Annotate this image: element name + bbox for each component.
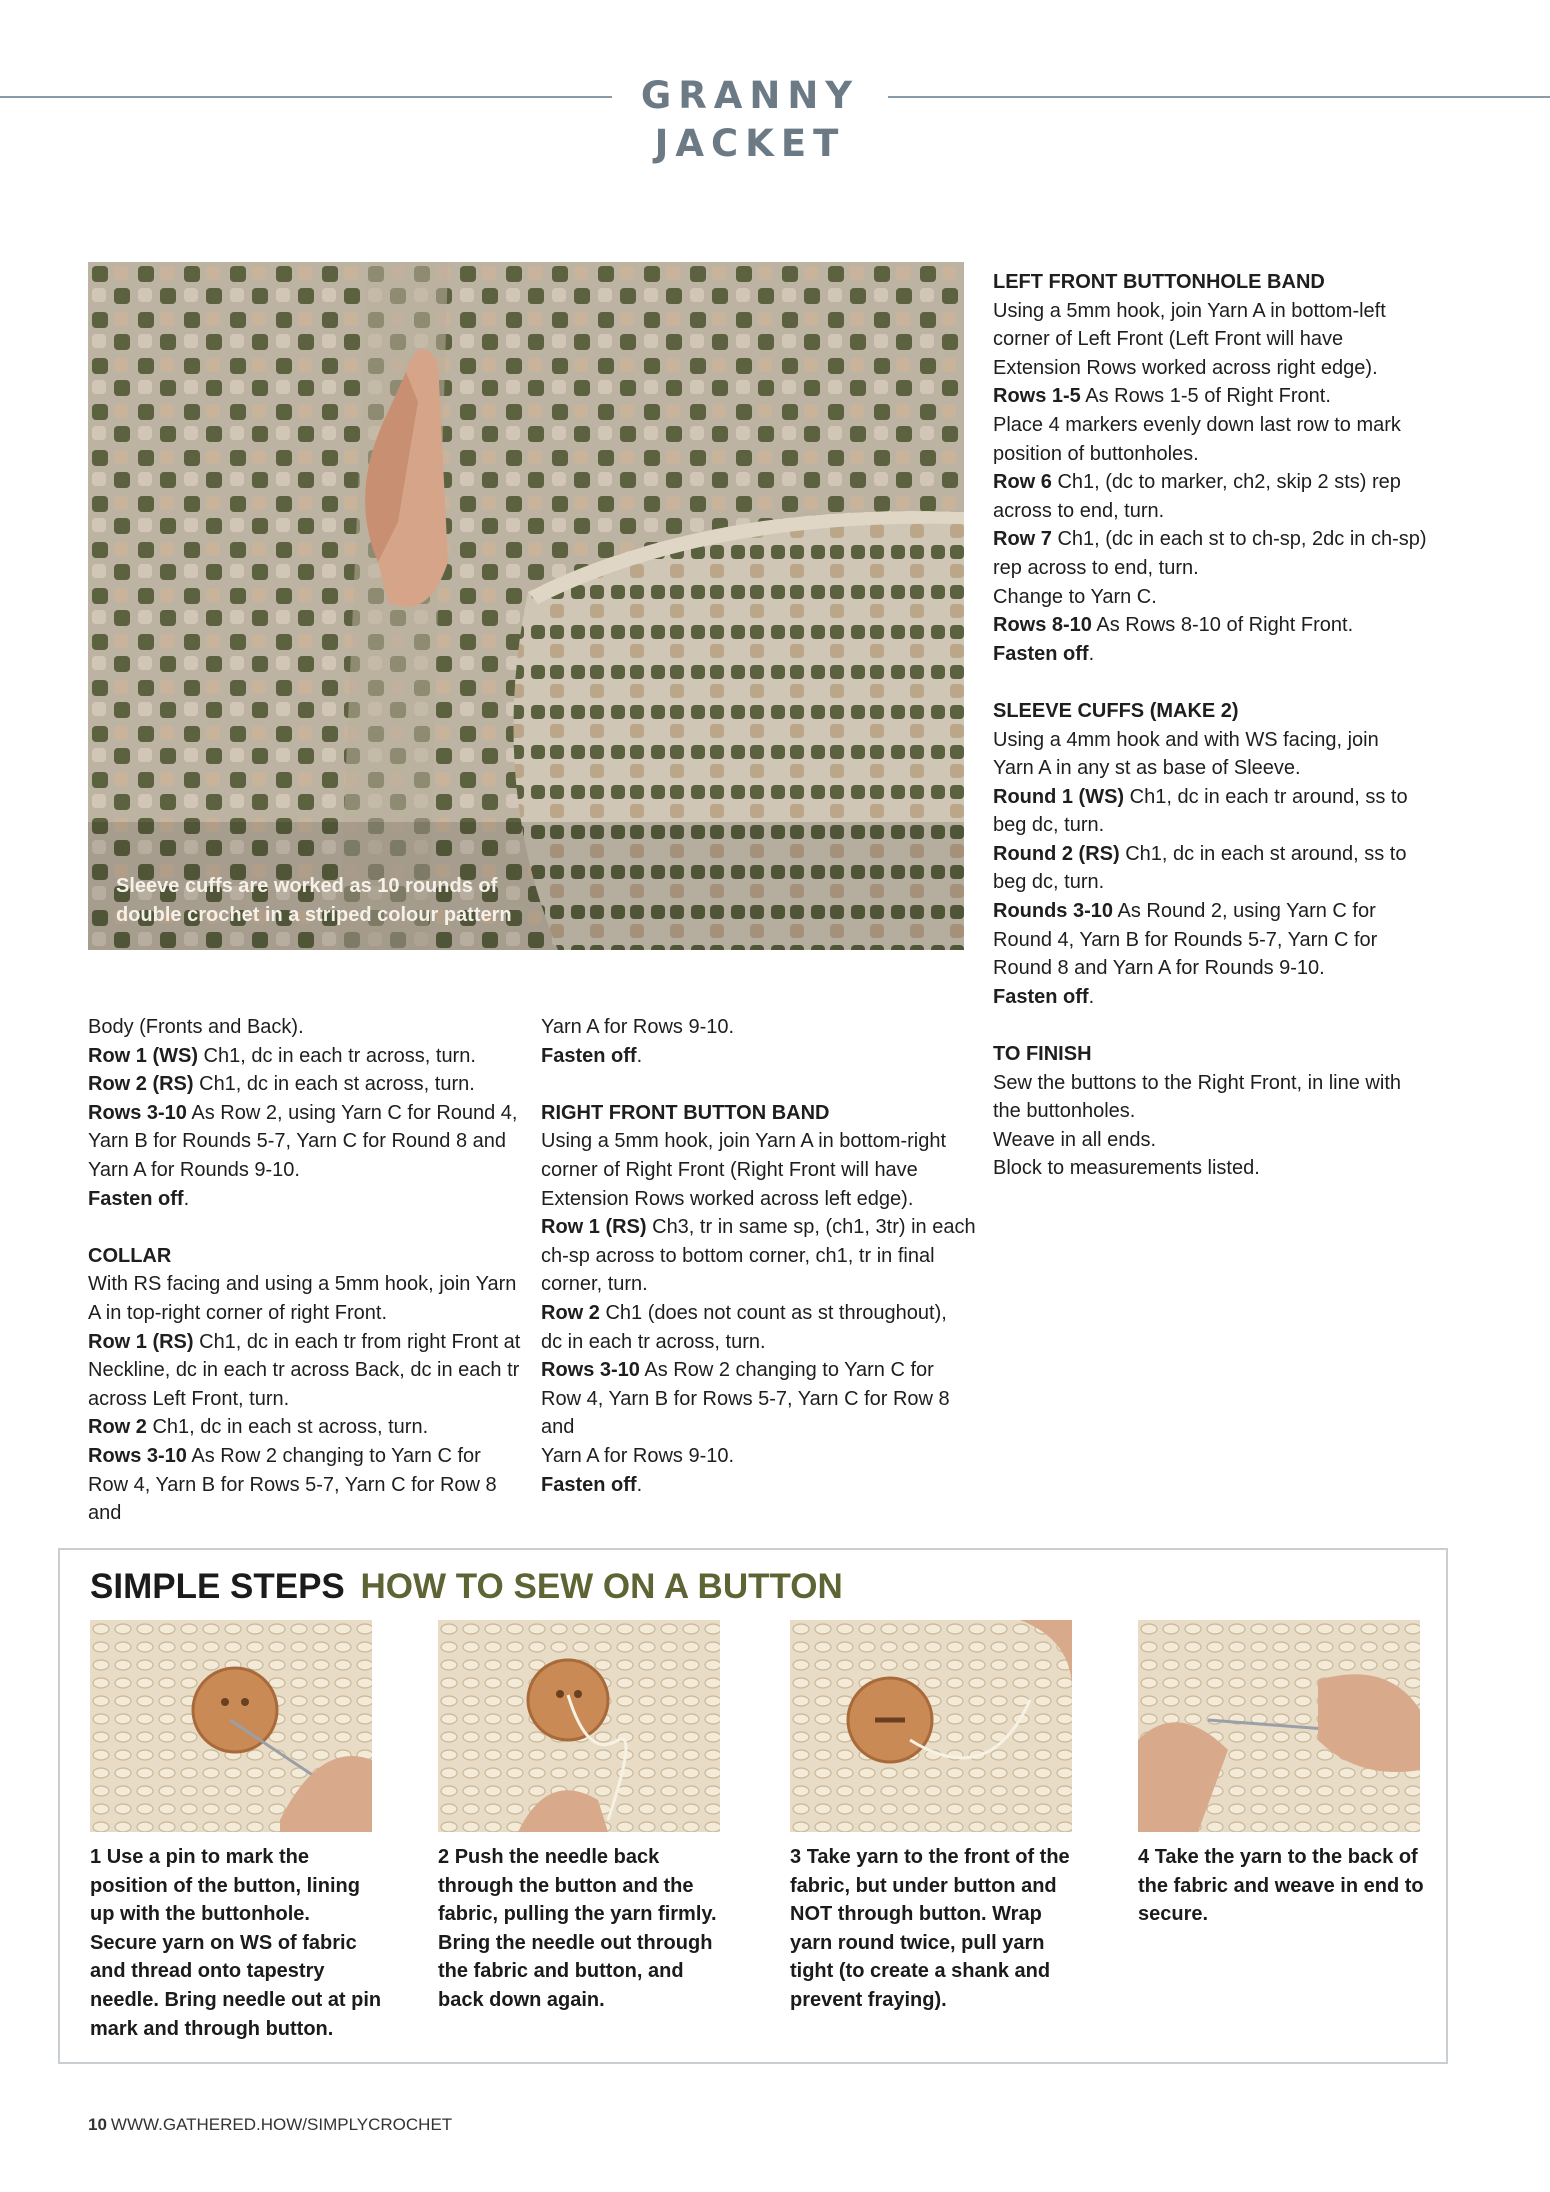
row-label: Rows 8-10 <box>993 614 1092 637</box>
header-rule-right <box>888 96 1550 98</box>
instruction-row <box>993 382 1443 411</box>
text-line: Yarn A in any st as base of Sleeve. <box>993 757 1301 780</box>
text-line: Using a 4mm hook and with WS facing, join <box>993 728 1379 751</box>
text-line: across Left Front, turn. <box>88 1387 290 1410</box>
step-line: prevent fraying). <box>790 1988 947 2011</box>
text-line: corner of Right Front (Right Front will have <box>541 1158 918 1181</box>
fasten-off: Fasten off. <box>993 642 1095 665</box>
text-line: Block to measurements listed. <box>993 1157 1260 1180</box>
text-line: Yarn B for Rounds 5-7, Yarn C for Round 8 and <box>88 1130 507 1153</box>
instruction-row <box>541 1213 981 1242</box>
photo-caption-line: double crochet in a striped colour pattern <box>116 904 512 926</box>
row-label: Row 2 <box>541 1301 600 1324</box>
row-text: Ch1, (dc to marker, ch2, skip 2 sts) rep <box>1051 471 1401 494</box>
row-text: Ch1, dc in each st around, ss to <box>1119 842 1407 865</box>
instruction-row <box>993 783 1443 812</box>
text-line: beg dc, turn. <box>993 871 1105 894</box>
step-number: 3 <box>790 1846 802 1868</box>
step-line: Bring the needle out through <box>438 1931 713 1954</box>
step-line: fabric, pulling the yarn firmly. <box>438 1903 717 1926</box>
step-number: 1 <box>90 1846 102 1868</box>
heading-text: TO FINISH <box>993 1043 1092 1066</box>
row-label: Rounds 3-10 <box>993 900 1114 923</box>
instruction-row <box>541 1299 981 1328</box>
step-line: fabric, but under button and <box>790 1874 1057 1897</box>
row-text: Ch1, dc in each tr around, ss to <box>1124 785 1408 808</box>
text-line: Round 8 and Yarn A for Rounds 9-10. <box>993 957 1325 980</box>
step-line-text: Take the yarn to the back of <box>1154 1846 1418 1868</box>
row-text: As Rows 8-10 of Right Front. <box>1091 614 1354 637</box>
row-text: Ch3, tr in same sp, (ch1, 3tr) in each <box>646 1216 976 1239</box>
text-line: rep across to end, turn. <box>993 556 1199 579</box>
title-part2: HOW TO SEW ON A BUTTON <box>360 1567 843 1606</box>
text-line: across to end, turn. <box>993 499 1165 522</box>
step-line: position of the button, lining <box>90 1874 360 1897</box>
page-number: 10 <box>88 2115 107 2134</box>
section-heading-button-band <box>541 1099 981 1128</box>
section-heading-buttonhole-band <box>993 268 1443 297</box>
step-4-photo <box>1138 1620 1420 1832</box>
text-line: corner of Left Front (Left Front will have <box>993 328 1344 351</box>
photo-caption <box>116 872 536 930</box>
text-line: Body (Fronts and Back). <box>88 1016 304 1038</box>
text-line: the buttonholes. <box>993 1100 1136 1123</box>
heading-text: RIGHT FRONT BUTTON BAND <box>541 1101 830 1124</box>
text-line: Sew the buttons to the Right Front, in line with <box>993 1071 1401 1094</box>
photo-caption-line: Sleeve cuffs are worked as 10 rounds of <box>116 875 498 897</box>
step-line: up with the buttonhole. <box>90 1903 310 1926</box>
fasten-off-label: Fasten off <box>88 1187 184 1210</box>
text-line: Round 4, Yarn B for Rounds 5-7, Yarn C for <box>993 928 1378 951</box>
instruction-row <box>993 840 1443 869</box>
row-label: Row 2 (RS) <box>88 1073 194 1096</box>
step-1-text <box>90 1843 390 2043</box>
step-line <box>790 1843 1090 1872</box>
section-heading-to-finish <box>993 1040 1443 1069</box>
instruction-row <box>88 1442 528 1471</box>
step-line <box>1138 1843 1438 1872</box>
step-line: Secure yarn on WS of fabric <box>90 1931 357 1954</box>
step-3-photo <box>790 1620 1072 1832</box>
step-line-text: Push the needle back <box>454 1846 660 1868</box>
instruction-row <box>541 1356 981 1385</box>
step-line: tight (to create a shank and <box>790 1960 1051 1983</box>
fasten-off: Fasten off. <box>541 1044 643 1067</box>
step-line <box>90 1843 390 1872</box>
text-line: Using a 5mm hook, join Yarn A in bottom-right <box>541 1130 947 1153</box>
instruction-row <box>993 525 1443 554</box>
step-line: the fabric and button, and <box>438 1960 684 1983</box>
fasten-off: Fasten off. <box>993 985 1095 1008</box>
column-body-collar <box>88 1013 528 1528</box>
fasten-off: Fasten off. <box>88 1187 190 1210</box>
section-heading-sleeve-cuffs <box>993 697 1443 726</box>
row-text: As Row 2, using Yarn C for Round 4, <box>186 1101 518 1124</box>
step-number: 2 <box>438 1846 450 1868</box>
row-text: Ch1 (does not count as st throughout), <box>599 1301 947 1324</box>
heading-text: SLEEVE CUFFS (MAKE 2) <box>993 699 1239 722</box>
instruction-row <box>88 1099 528 1128</box>
text-line: beg dc, turn. <box>993 814 1105 837</box>
jacket-photo-illustration <box>88 262 964 950</box>
fasten-off: Fasten off. <box>541 1473 643 1496</box>
text-line: A in top-right corner of right Front. <box>88 1301 388 1324</box>
step-number: 4 <box>1138 1846 1150 1868</box>
text-line: Change to Yarn C. <box>993 585 1157 608</box>
instruction-row <box>993 611 1443 640</box>
step-line: through the button and the <box>438 1874 694 1897</box>
step-line: mark and through button. <box>90 2017 334 2040</box>
heading-text: COLLAR <box>88 1244 172 1267</box>
step-line: back down again. <box>438 1988 605 2011</box>
step-3-text <box>790 1843 1090 2015</box>
step-1-photo <box>90 1620 372 1832</box>
step-line-text: Use a pin to mark the <box>106 1846 309 1868</box>
row-label: Row 1 (WS) <box>88 1044 198 1067</box>
step-line: the fabric and weave in end to <box>1138 1874 1424 1897</box>
row-label: Rows 3-10 <box>88 1444 187 1467</box>
instruction-row <box>88 1413 528 1442</box>
step-2-photo <box>438 1620 720 1832</box>
instruction-row <box>88 1042 528 1071</box>
row-text: Ch1, dc in each tr from right Front at <box>193 1330 521 1353</box>
row-text: As Row 2 changing to Yarn C for <box>639 1359 934 1382</box>
text-line: Row 4, Yarn B for Rows 5-7, Yarn C for Row 8 and <box>88 1473 497 1525</box>
row-text: Ch1, (dc in each st to ch-sp, 2dc in ch-sp) <box>1051 528 1427 551</box>
row-text: As Rows 1-5 of Right Front. <box>1080 385 1331 408</box>
simple-steps-title <box>90 1565 843 1609</box>
text-line: ch-sp across to bottom corner, ch1, tr in final <box>541 1244 935 1267</box>
jacket-photo <box>88 262 964 950</box>
row-label: Round 1 (WS) <box>993 785 1125 808</box>
row-label: Row 1 (RS) <box>541 1216 647 1239</box>
step-2-text <box>438 1843 738 2015</box>
step-line: and thread onto tapestry <box>90 1960 325 1983</box>
row-text: As Row 2 changing to Yarn C for <box>186 1444 481 1467</box>
text-line: Yarn A for Rows 9-10. <box>541 1444 735 1467</box>
text-line: Using a 5mm hook, join Yarn A in bottom-left <box>993 299 1386 322</box>
section-heading-collar <box>88 1242 528 1271</box>
text-line: corner, turn. <box>541 1273 648 1296</box>
title-part1: SIMPLE STEPS <box>90 1567 345 1606</box>
text-line: Row 4, Yarn B for Rows 5-7, Yarn C for Row 8 and <box>541 1387 950 1439</box>
fasten-off-label: Fasten off <box>541 1044 637 1067</box>
column-buttonhole-cuffs-finish <box>993 268 1443 1183</box>
row-text: Ch1, dc in each st across, turn. <box>146 1416 429 1439</box>
row-label: Row 2 <box>88 1416 147 1439</box>
fasten-off-label: Fasten off <box>993 642 1089 665</box>
row-label: Round 2 (RS) <box>993 842 1120 865</box>
row-label: Rows 3-10 <box>541 1359 640 1382</box>
row-label: Rows 1-5 <box>993 385 1081 408</box>
text-line: dc in each tr across, turn. <box>541 1330 766 1353</box>
text-line: With RS facing and using a 5mm hook, join Yarn <box>88 1273 517 1296</box>
footer-url: WWW.GATHERED.HOW/SIMPLYCROCHET <box>110 2115 453 2134</box>
text-line: Weave in all ends. <box>993 1128 1157 1151</box>
row-label: Rows 3-10 <box>88 1101 187 1124</box>
row-text: Ch1, dc in each st across, turn. <box>193 1073 475 1096</box>
row-text: Ch1, dc in each tr across, turn. <box>198 1044 476 1067</box>
row-text: As Round 2, using Yarn C for <box>1113 900 1376 923</box>
heading-text: LEFT FRONT BUTTONHOLE BAND <box>993 271 1325 293</box>
header-rule-left <box>0 96 612 98</box>
fasten-off-label: Fasten off <box>993 985 1089 1008</box>
text-line: Place 4 markers evenly down last row to mark <box>993 413 1401 436</box>
row-label: Row 6 <box>993 471 1052 494</box>
row-label: Row 7 <box>993 528 1052 551</box>
step-line <box>438 1843 738 1872</box>
fasten-off-label: Fasten off <box>541 1473 637 1496</box>
instruction-row <box>88 1328 528 1357</box>
step-line-text: Take yarn to the front of the <box>806 1846 1070 1868</box>
page-title: GRANNY JACKET <box>640 74 860 165</box>
text-line: Extension Rows worked across right edge). <box>993 356 1378 379</box>
step-4-text <box>1138 1843 1438 1929</box>
text-line: Neckline, dc in each tr across Back, dc in each tr <box>88 1359 520 1382</box>
text-line: Yarn A for Rows 9-10. <box>541 1016 735 1038</box>
column-button-band <box>541 1013 981 1499</box>
row-label: Row 1 (RS) <box>88 1330 194 1353</box>
text-line: position of buttonholes. <box>993 442 1199 465</box>
step-line: secure. <box>1138 1903 1209 1926</box>
page-footer <box>88 2115 452 2135</box>
text-line: Extension Rows worked across left edge). <box>541 1187 914 1210</box>
instruction-row <box>993 468 1443 497</box>
step-line: needle. Bring needle out at pin <box>90 1988 382 2011</box>
step-line: NOT through button. Wrap <box>790 1903 1042 1926</box>
instruction-row <box>88 1070 528 1099</box>
text-line: Yarn A for Rounds 9-10. <box>88 1158 300 1181</box>
step-line: yarn round twice, pull yarn <box>790 1931 1045 1954</box>
instruction-row <box>993 897 1443 926</box>
